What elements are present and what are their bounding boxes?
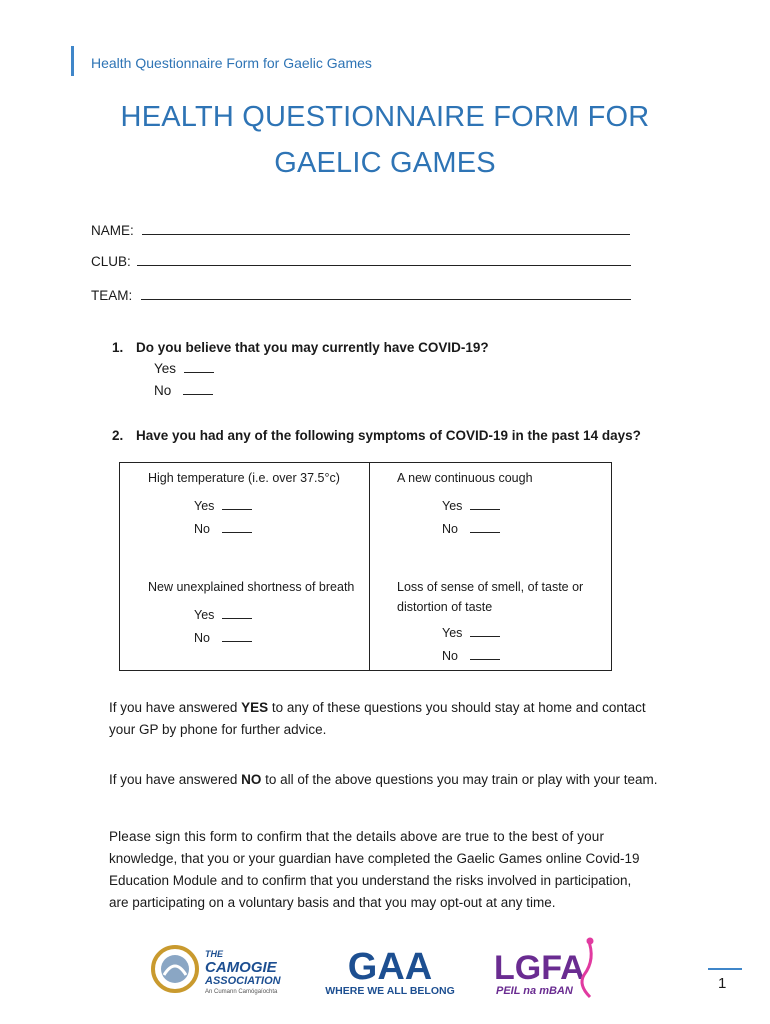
title-line-1: HEALTH QUESTIONNAIRE FORM FOR — [120, 101, 650, 133]
q1-no-option[interactable] — [154, 383, 213, 398]
cough-yes-label: Yes — [442, 499, 463, 513]
sign-line-4: are participating on a voluntary basis and that you may opt-out at any time. — [109, 895, 556, 910]
question-2 — [112, 428, 641, 443]
page-number-rule — [708, 968, 742, 970]
camogie-logo — [153, 947, 282, 995]
breath-yes[interactable] — [194, 605, 252, 625]
team-field[interactable] — [91, 287, 631, 303]
header-text: Health Questionnaire Form for Gaelic Games — [91, 55, 372, 71]
question-1 — [112, 340, 489, 355]
svg-text:PEIL na mBAN: PEIL na mBAN — [496, 985, 573, 997]
question-1-number: 1. — [112, 340, 124, 355]
name-field[interactable] — [91, 222, 630, 238]
q1-yes-label: Yes — [154, 361, 177, 376]
breath-no-blank[interactable] — [222, 630, 252, 642]
name-label: NAME: — [91, 223, 134, 238]
svg-text:ASSOCIATION: ASSOCIATION — [205, 975, 281, 987]
sign-line-1: Please sign this form to confirm that the details above are true to the best of your — [109, 829, 605, 844]
breath-no-label: No — [194, 631, 210, 645]
q1-no-blank[interactable] — [183, 383, 213, 395]
footer-logos — [150, 935, 620, 1005]
cough-no-label: No — [442, 522, 458, 536]
smell-label — [397, 577, 583, 617]
q1-yes-option[interactable] — [154, 361, 214, 376]
cough-yes[interactable] — [442, 496, 500, 516]
gaa-logo — [325, 946, 455, 997]
high-temp-yes-label: Yes — [194, 499, 215, 513]
svg-text:THE: THE — [205, 949, 223, 959]
high-temp-no-label: No — [194, 522, 210, 536]
svg-text:CAMOGIE: CAMOGIE — [205, 959, 277, 976]
high-temp-label: High temperature (i.e. over 37.5°c) — [148, 471, 340, 485]
q1-yes-blank[interactable] — [184, 361, 214, 373]
breath-no[interactable] — [194, 628, 252, 648]
cough-label: A new continuous cough — [397, 471, 533, 485]
question-2-number: 2. — [112, 428, 124, 443]
header-bar — [71, 46, 74, 76]
lgfa-logo — [494, 938, 594, 998]
high-temp-yes-blank[interactable] — [222, 498, 252, 510]
club-line[interactable] — [137, 253, 631, 266]
title-line-2: GAELIC GAMES — [274, 147, 496, 179]
paragraph-sign — [109, 826, 640, 914]
smell-no-blank[interactable] — [470, 648, 500, 660]
smell-no[interactable] — [442, 646, 500, 666]
paragraph-yes-line-1: If you have answered YES to any of these questions you should stay at home and contact — [109, 700, 646, 715]
club-label: CLUB: — [91, 254, 131, 269]
high-temp-no[interactable] — [194, 519, 252, 539]
sign-line-3: Education Module and to confirm that you understand the risks involved in participation, — [109, 873, 632, 888]
smell-label-line-1: Loss of sense of smell, of taste or — [397, 580, 584, 594]
q1-no-label: No — [154, 383, 172, 398]
breath-yes-label: Yes — [194, 608, 215, 622]
page-title — [0, 94, 770, 186]
symptoms-table — [119, 462, 612, 671]
smell-no-label: No — [442, 649, 458, 663]
svg-text:GAA: GAA — [347, 946, 433, 988]
smell-yes[interactable] — [442, 623, 500, 643]
club-field[interactable] — [91, 253, 631, 269]
yes-emphasis: YES — [241, 700, 269, 715]
paragraph-yes-line-2: your GP by phone for further advice. — [109, 722, 327, 737]
high-temp-no-blank[interactable] — [222, 521, 252, 533]
table-divider — [369, 463, 370, 670]
high-temp-yes[interactable] — [194, 496, 252, 516]
cough-yes-blank[interactable] — [470, 498, 500, 510]
paragraph-no: If you have answered NO to all of the above questions you may train or play with your team. — [109, 772, 658, 787]
question-2-text: Have you had any of the following symptoms of COVID-19 in the past 14 days? — [136, 428, 641, 443]
smell-yes-label: Yes — [442, 626, 463, 640]
cough-no-blank[interactable] — [470, 521, 500, 533]
breath-yes-blank[interactable] — [222, 607, 252, 619]
page-number: 1 — [718, 975, 727, 992]
svg-text:LGFA: LGFA — [494, 949, 585, 987]
breath-label: New unexplained shortness of breath — [148, 580, 355, 594]
smell-yes-blank[interactable] — [470, 625, 500, 637]
paragraph-yes — [109, 697, 646, 741]
svg-text:WHERE WE ALL BELONG: WHERE WE ALL BELONG — [325, 985, 455, 997]
question-1-text: Do you believe that you may currently have COVID-19? — [136, 340, 489, 355]
team-line[interactable] — [141, 287, 631, 300]
team-label: TEAM: — [91, 288, 133, 303]
svg-text:An Cumann Camógaíochta: An Cumann Camógaíochta — [205, 989, 278, 995]
cough-no[interactable] — [442, 519, 500, 539]
sign-line-2: knowledge, that you or your guardian have completed the Gaelic Games online Covid-19 — [109, 851, 640, 866]
smell-label-line-2: distortion of taste — [397, 600, 493, 614]
name-line[interactable] — [142, 222, 630, 235]
no-emphasis: NO — [241, 772, 262, 787]
